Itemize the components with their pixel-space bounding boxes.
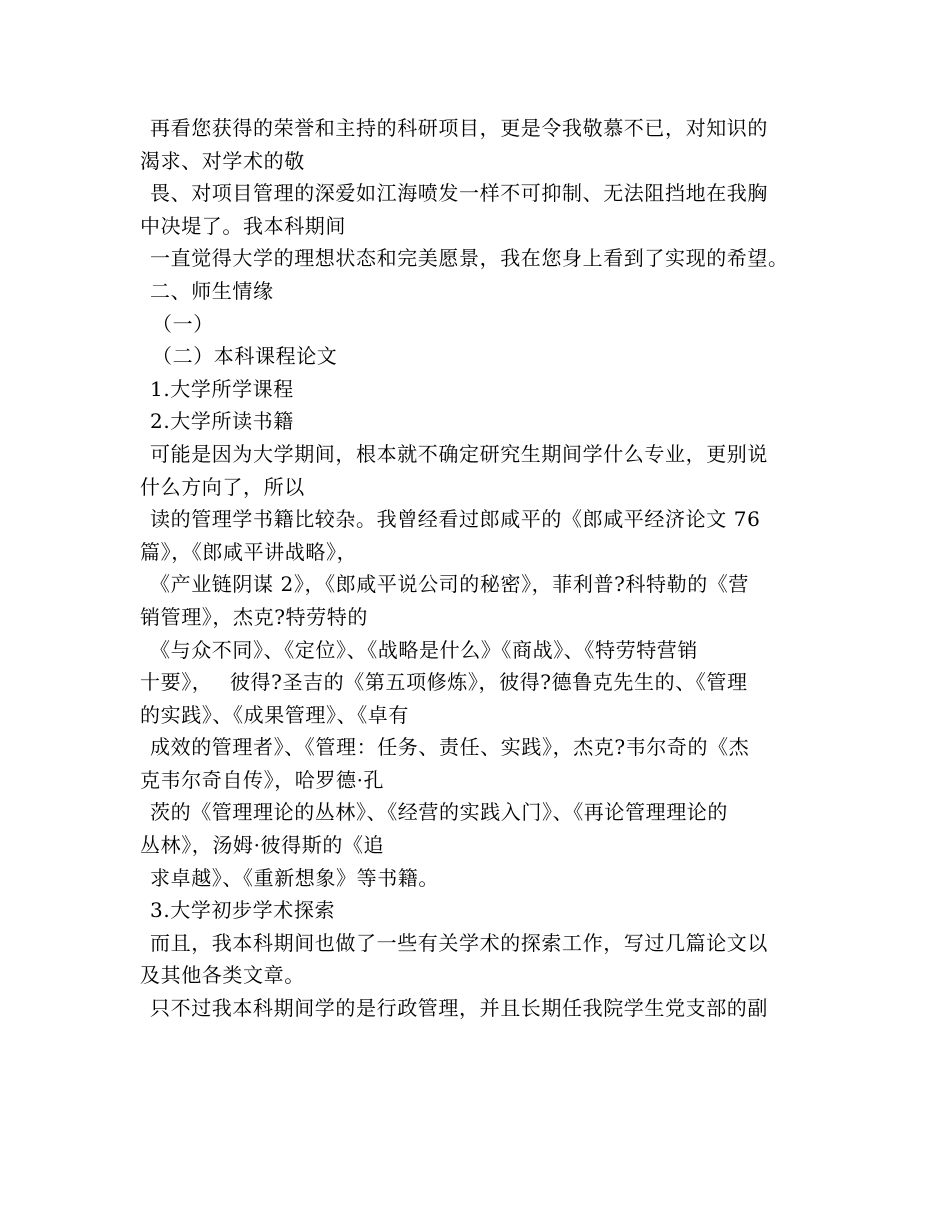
text-line: 成效的管理者》、《管理：任务、责任、实践》，杰克?韦尔奇的《杰 [150,735,750,760]
text-line: 销管理》，杰克?特劳特的 [140,604,368,629]
text-line: 《与众不同》、《定位》、《战略是什么》《商战》、《特劳特营销 [150,637,698,662]
text-line: 一直觉得大学的理想状态和完美愿景，我在您身上看到了实现的希望。 [150,246,789,271]
text-line: 畏、对项目管理的深爱如江海喷发一样不可抑制、无法阻挡地在我胸 [150,181,768,206]
text-line: 什么方向了，所以 [140,474,305,499]
text-line: 只不过我本科期间学的是行政管理，并且长期任我院学生党支部的副 [150,996,768,1021]
text-line: 1.大学所学课程 [150,376,294,401]
text-line: 的实践》、《成果管理》、《卓有 [140,702,409,727]
text-line: 篇》，《郎咸平讲战略》， [140,539,358,564]
text-line: 克韦尔奇自传》，哈罗德·孔 [140,767,385,792]
text-line: 读的管理学书籍比较杂。我曾经看过郎咸平的《郎咸平经济论文 76 [150,507,761,532]
text-line: 2.大学所读书籍 [150,409,294,434]
text-line: 二、师生情缘 [150,278,274,303]
text-line: 再看您获得的荣誉和主持的科研项目，更是令我敬慕不已，对知识的 [150,116,768,140]
text-line: 而且，我本科期间也做了一些有关学术的探索工作，写过几篇论文以 [150,930,768,955]
text-line: 求卓越》、《重新想象》等书籍。 [150,865,439,890]
text-line: 十要》， 彼得?圣吉的《第五项修炼》，彼得?德鲁克先生的、《管理 [140,670,748,695]
text-line: （二）本科课程论文 [152,344,338,369]
text-line: 茨的《管理理论的丛林》、《经营的实践入门》、《再论管理理论的 [150,800,728,825]
text-line: 《产业链阴谋 2》，《郎咸平说公司的秘密》，菲利普?科特勒的《营 [150,572,750,597]
text-line: 可能是因为大学期间，根本就不确定研究生期间学什么专业，更别说 [150,441,768,466]
text-line: 中决堤了。我本科期间 [140,213,346,238]
text-line: 渴求、对学术的敬 [140,148,305,173]
text-line: 丛林》，汤姆·彼得斯的《追 [140,833,385,858]
document-body [140,112,820,1025]
text-line: （一） [152,311,214,336]
text-line: 3.大学初步学术探索 [150,898,336,923]
text-line: 及其他各类文章。 [140,963,305,988]
